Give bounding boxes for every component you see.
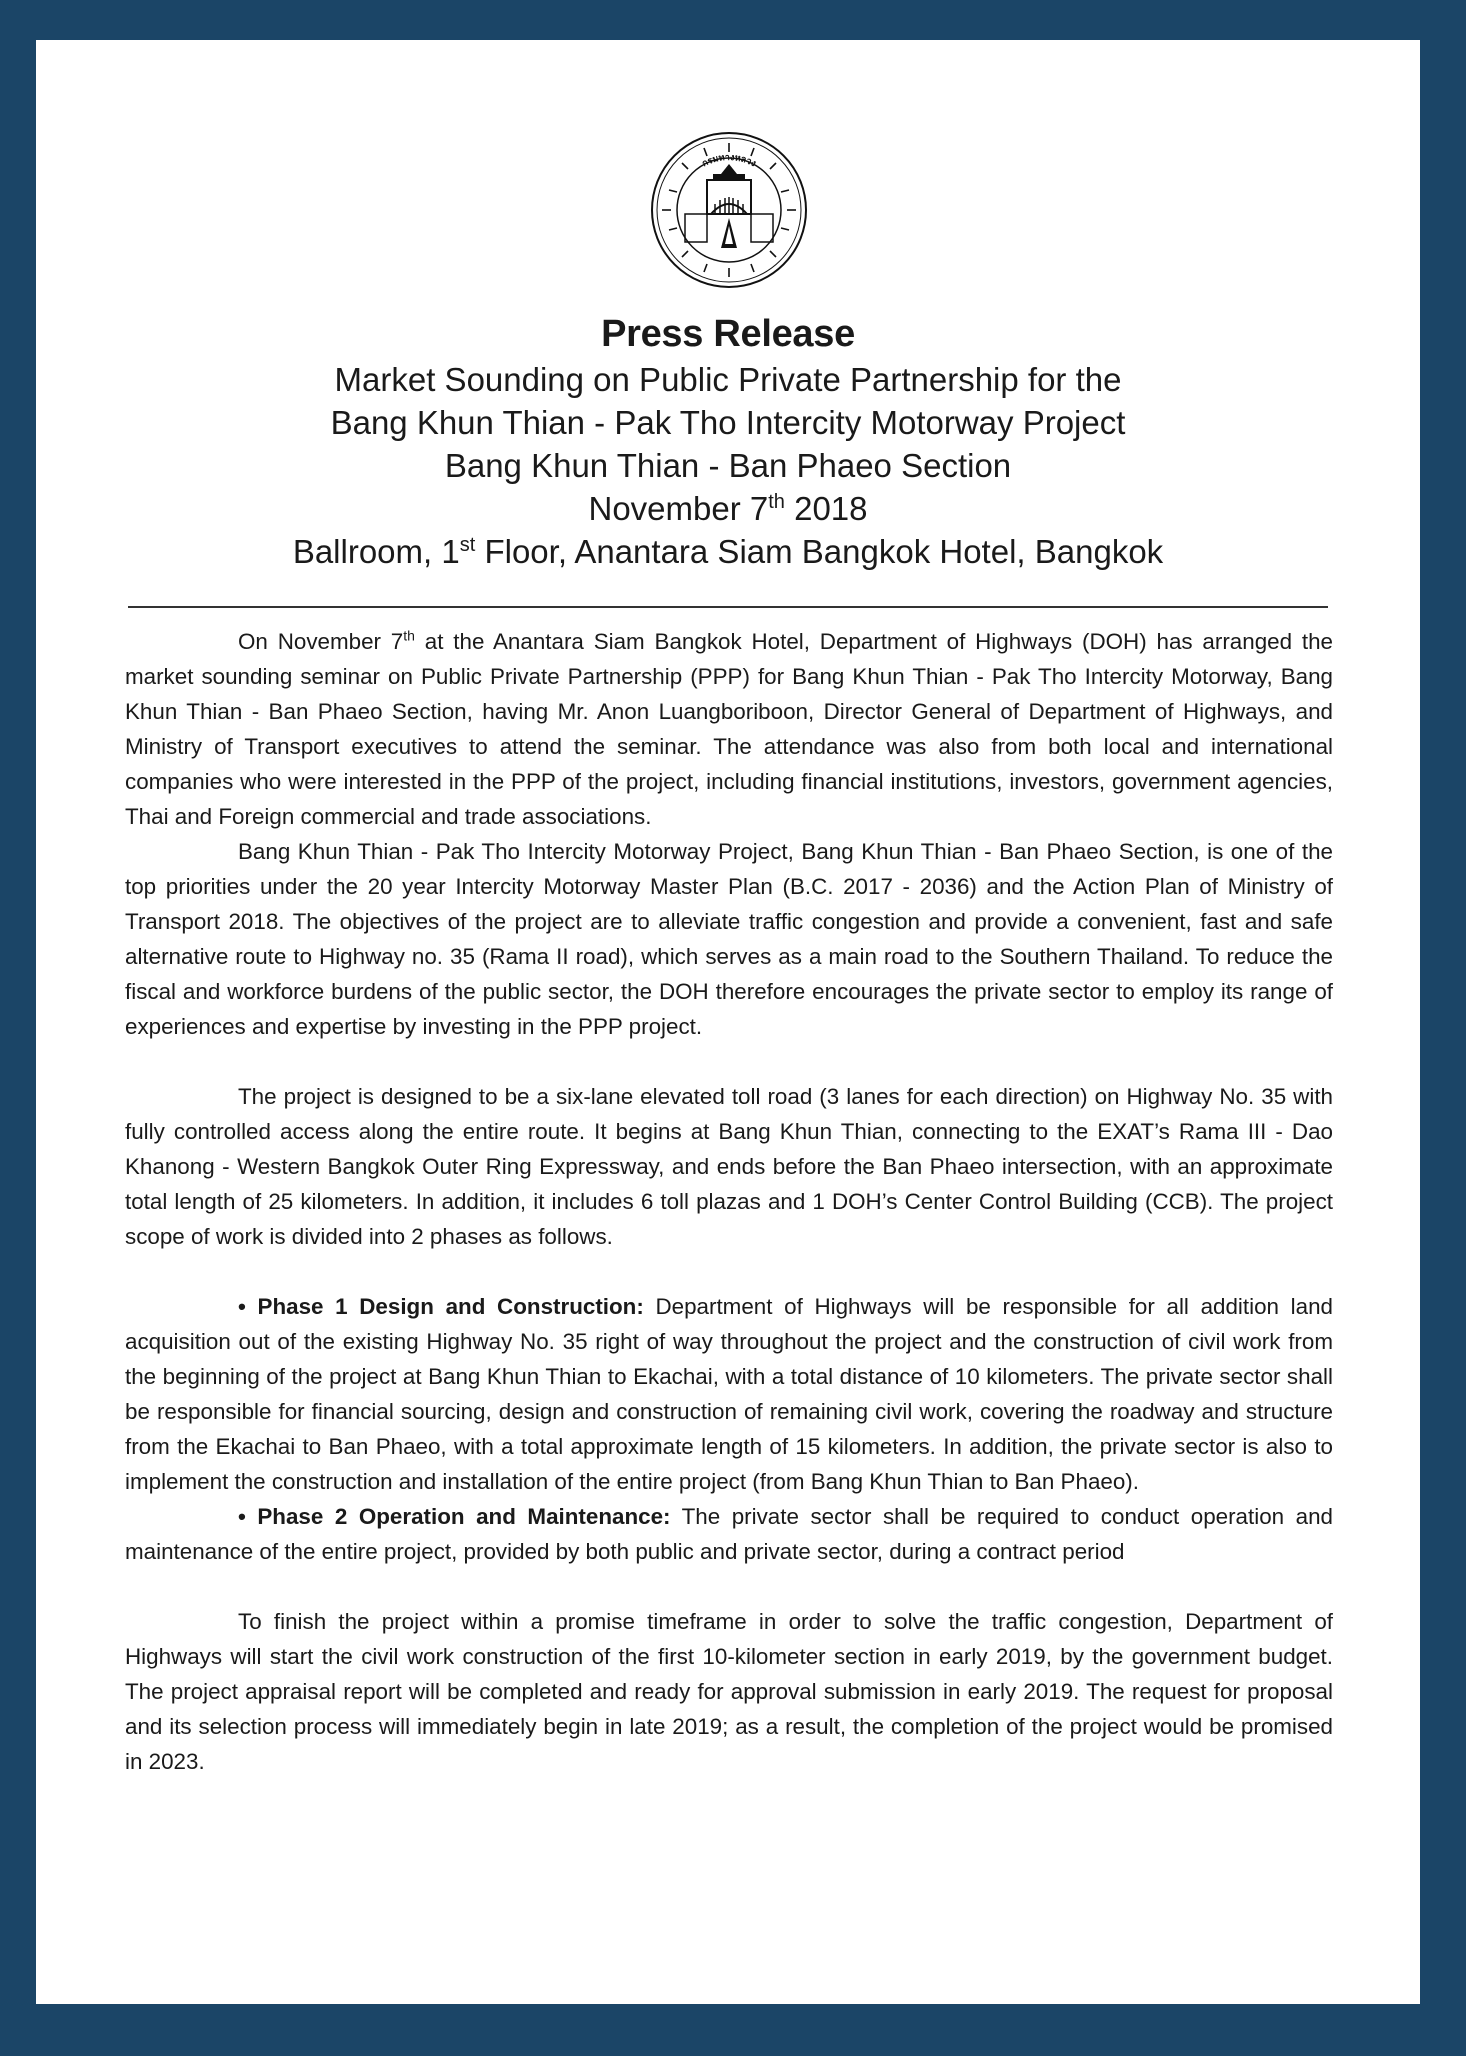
paragraph-timeline: To finish the project within a promise timeframe in order to solve the traffic congestion, Department of Highways will start the civil work construction of the first 10-kilometer section in early 2019, by the government budget. The project appraisal report will be completed and ready for approval submission in early 2019. The request for proposal and its selection process will immediately begin in late 2019; as a result, the completion of the project would be promised in 2023. (125, 1609, 1333, 1774)
event-date: November 7th 2018 (588, 490, 868, 527)
paragraph-phase-2: • Phase 2 Operation and Maintenance: The private sector shall be required to conduct operation and maintenance of the entire project, provided by both public and private sector, during a contract period (125, 1504, 1333, 1564)
paragraph-priority: Bang Khun Thian - Pak Tho Intercity Motorway Project, Bang Khun Thian - Ban Phaeo Section, is one of the top priorities under the 20 year Intercity Motorway Master Plan (B.C. 2017 - 2036) and the Action Plan of Ministry of Transport 2018. The objectives of the project are to alleviate traffic congestion and provide a convenient, fast and safe alternative route to Highway no. 35 (Rama II road), which serves as a main road to the Southern Thailand. To reduce the fiscal and workforce burdens of the public sector, the DOH therefore encourages the private sector to employ its range of experiences and expertise by investing in the PPP project. (125, 839, 1333, 1039)
subtitle-line-1: Market Sounding on Public Private Partnership for the (334, 361, 1122, 398)
paragraph-seminar: On November 7th at the Anantara Siam Bangkok Hotel, Department of Highways (DOH) has arranged the market sounding seminar on Public Private Partnership (PPP) for Bang Khun Thian - Pak Tho Intercity Motorway, Bang Khun Thian - Ban Phaeo Section, having Mr. Anon Luangboriboon, Director General of Department of Highways, and Ministry of Transport executives to attend the seminar. The attendance was also from both local and international companies who were interested in the PPP of the project, including financial institutions, investors, government agencies, Thai and Foreign commercial and trade associations. (125, 627, 1333, 829)
header-divider (128, 606, 1328, 608)
title-block (36, 310, 1420, 573)
department-of-highways-seal (649, 130, 809, 290)
seal-text: กรมทางหลวง (700, 152, 758, 170)
document-title: Press Release (601, 313, 855, 355)
paragraph-phase-1: • Phase 1 Design and Construction: Department of Highways will be responsible for all addition land acquisition out of the existing Highway No. 35 right of way throughout the project and the construction of civil work from the beginning of the project at Bang Khun Thian to Ekachai, with a total distance of 10 kilometers. The private sector shall be responsible for financial sourcing, design and construction of remaining civil work, covering the roadway and structure from the Ekachai to Ban Phaeo, with a total approximate length of 15 kilometers. In addition, the private sector is also to implement the construction and installation of the entire project (from Bang Khun Thian to Ban Phaeo). (125, 1294, 1333, 1494)
subtitle-line-2: Bang Khun Thian - Pak Tho Intercity Motorway Project (330, 404, 1126, 441)
subtitle-line-3: Bang Khun Thian - Ban Phaeo Section (444, 447, 1012, 484)
press-release-body (125, 624, 1333, 1779)
press-release-page (36, 40, 1420, 2004)
event-venue: Ballroom, 1st Floor, Anantara Siam Bangkok Hotel, Bangkok (292, 533, 1164, 570)
paragraph-design: The project is designed to be a six-lane elevated toll road (3 lanes for each direction) on Highway No. 35 with fully controlled access along the entire route. It begins at Bang Khun Thian, connecting to the EXAT’s Rama III - Dao Khanong - Western Bangkok Outer Ring Expressway, and ends before the Ban Phaeo intersection, with an approximate total length of 25 kilometers. In addition, it includes 6 toll plazas and 1 DOH’s Center Control Building (CCB). The project scope of work is divided into 2 phases as follows. (125, 1084, 1333, 1249)
